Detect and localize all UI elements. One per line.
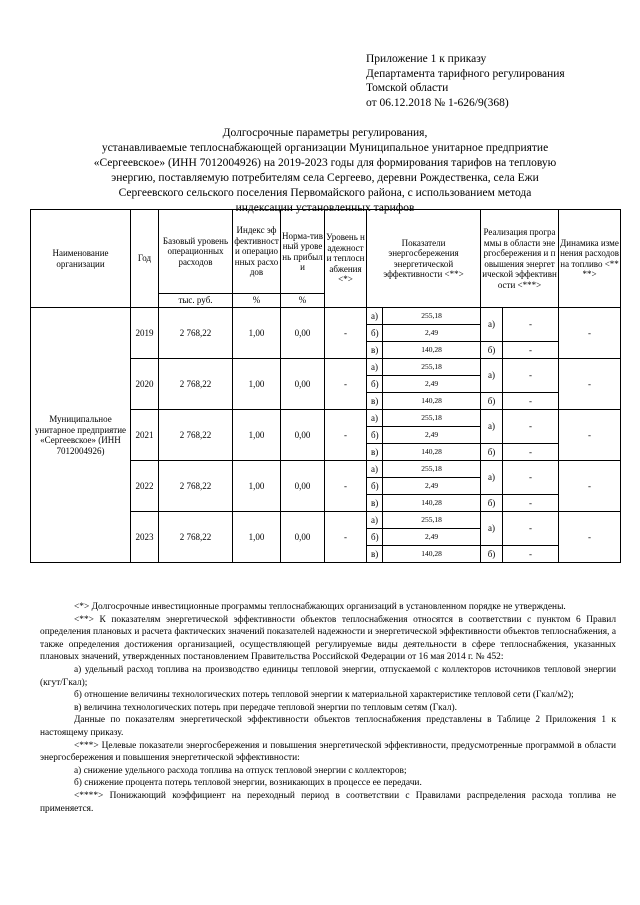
approval-line: Приложение 1 к приказу bbox=[366, 53, 487, 65]
title-line: энергию, поставляемую потребителям села Сергеево, деревни Рождественка, села Ежи bbox=[111, 172, 539, 184]
indicator-value: 2,49 bbox=[383, 478, 481, 495]
program-value: - bbox=[503, 495, 559, 512]
header-index: Индекс эффективности операционных расходов bbox=[233, 210, 281, 294]
unit-index: % bbox=[233, 294, 281, 308]
indicator-value: 255,18 bbox=[383, 512, 481, 529]
title-line: устанавливаемые теплоснабжающей организации Муниципальное унитарное предприятие bbox=[101, 142, 549, 154]
program-label: б) bbox=[481, 495, 503, 512]
footnote: <****> Понижающий коэффициент на переходный период в соответствии с Правилами распределения расхода топлива не применяется. bbox=[40, 790, 616, 814]
profit-cell: 0,00 bbox=[281, 308, 325, 359]
base-cell: 2 768,22 bbox=[159, 461, 233, 512]
reliability-cell: - bbox=[325, 359, 367, 410]
title-line: «Сергеевское» (ИНН 7012004926) на 2019-2023 годы для формирования тарифов на тепловую bbox=[93, 157, 557, 169]
header-year: Год bbox=[131, 210, 159, 308]
approval-line: Томской области bbox=[366, 82, 449, 94]
footnote: <*> Долгосрочные инвестиционные программы теплоснабжающих организаций в установленном порядке не утверждены. bbox=[74, 602, 566, 612]
title-line: Сергеевского сельского поселения Первомайского района, с использованием метода bbox=[118, 187, 532, 199]
footnote: б) снижение процента потерь тепловой энергии, возникающих в процессе ее передачи. bbox=[74, 778, 422, 789]
footnote: в) величина технологических потерь при передаче тепловой энергии по тепловым сетям (Гкал). bbox=[74, 702, 457, 713]
index-cell: 1,00 bbox=[233, 461, 281, 512]
index-cell: 1,00 bbox=[233, 308, 281, 359]
indicator-label: а) bbox=[367, 512, 383, 529]
program-label: б) bbox=[481, 393, 503, 410]
program-label: а) bbox=[481, 308, 503, 342]
base-cell: 2 768,22 bbox=[159, 308, 233, 359]
indicator-label: а) bbox=[367, 359, 383, 376]
base-cell: 2 768,22 bbox=[159, 512, 233, 563]
index-cell: 1,00 bbox=[233, 512, 281, 563]
program-value: - bbox=[503, 410, 559, 444]
program-label: а) bbox=[481, 512, 503, 546]
header-energy: Показатели энергосбережения энергетической эффективности <**> bbox=[367, 210, 481, 308]
header-program: Реализация программы в области энергосбережения и повышения энергетической эффективности <***> bbox=[481, 210, 559, 308]
indicator-value: 255,18 bbox=[383, 410, 481, 427]
approval-line: от 06.12.2018 № 1-626/9(368) bbox=[366, 96, 509, 109]
header-dynamics: Динамика изменения расходов на топливо <****> bbox=[559, 210, 621, 308]
indicator-value: 255,18 bbox=[383, 359, 481, 376]
indicator-label: б) bbox=[367, 478, 383, 495]
program-label: а) bbox=[481, 359, 503, 393]
program-label: а) bbox=[481, 410, 503, 444]
program-label: б) bbox=[481, 546, 503, 563]
unit-profit: % bbox=[281, 294, 325, 308]
reliability-cell: - bbox=[325, 308, 367, 359]
program-value: - bbox=[503, 546, 559, 563]
program-value: - bbox=[503, 393, 559, 410]
indicator-label: а) bbox=[367, 410, 383, 427]
profit-cell: 0,00 bbox=[281, 410, 325, 461]
footnote: а) удельный расход топлива на производство единицы тепловой энергии, отпускаемой с коллекторов источников тепловой энергии (кгут/Гкал); bbox=[40, 664, 616, 688]
base-cell: 2 768,22 bbox=[159, 359, 233, 410]
profit-cell: 0,00 bbox=[281, 512, 325, 563]
indicator-value: 140,28 bbox=[383, 393, 481, 410]
document-title bbox=[40, 126, 610, 216]
indicator-label: в) bbox=[367, 546, 383, 563]
footnote: Данные по показателям энергетической эффективности объектов теплоснабжения представлены в Таблице 2 Приложения 1 к настоящему приказу. bbox=[40, 715, 616, 738]
indicator-label: а) bbox=[367, 461, 383, 478]
indicator-label: б) bbox=[367, 529, 383, 546]
footnote: б) отношение величины технологических потерь тепловой энергии к материальной характеристике тепловой сети (Гкал/м2); bbox=[74, 690, 574, 701]
program-value: - bbox=[503, 512, 559, 546]
indicator-value: 2,49 bbox=[383, 325, 481, 342]
indicator-label: б) bbox=[367, 325, 383, 342]
header-base: Базовый уровень операционных расходов bbox=[159, 210, 233, 294]
indicator-label: а) bbox=[367, 308, 383, 325]
org-name-cell: Муниципальное унитарное предприятие «Сергеевское» (ИНН 7012004926) bbox=[31, 308, 131, 563]
indicator-label: в) bbox=[367, 444, 383, 461]
program-label: б) bbox=[481, 444, 503, 461]
header-reliability: Уровень надежности теплоснабжения <*> bbox=[325, 210, 367, 308]
footnote: <**> К показателям энергетической эффективности объектов теплоснабжения относятся в соответствии с пунктом 6 Правил определения плановых и расчета фактических значений показателей надежности и энергетической эффективности объектов теплоснабжения, а также определения достижения организацией, осуществляющей регулируемые виды деятельности в сфере теплоснабжения, указанных плановых значений, утвержденных постановлением Правительства Российской Федерации от 16 мая 2014 г. № 452: bbox=[40, 614, 616, 663]
program-value: - bbox=[503, 461, 559, 495]
title-line: индексации установленных тарифов bbox=[235, 202, 415, 214]
footnotes bbox=[40, 601, 616, 815]
footnote: <***> Целевые показатели энергосбережения и повышения энергетической эффективности, предусмотренные программой в области энергосбережения и повышения энергетической эффективности: bbox=[40, 740, 616, 764]
reliability-cell: - bbox=[325, 410, 367, 461]
index-cell: 1,00 bbox=[233, 410, 281, 461]
year-cell: 2019 bbox=[131, 308, 159, 359]
base-cell: 2 768,22 bbox=[159, 410, 233, 461]
indicator-value: 255,18 bbox=[383, 308, 481, 325]
indicator-value: 140,28 bbox=[383, 546, 481, 563]
footnote: а) снижение удельного расхода топлива на отпуск тепловой энергии с коллекторов; bbox=[74, 765, 407, 776]
dynamics-cell: - bbox=[559, 410, 621, 461]
parameters-table bbox=[30, 209, 621, 563]
program-label: а) bbox=[481, 461, 503, 495]
indicator-value: 140,28 bbox=[383, 444, 481, 461]
indicator-value: 255,18 bbox=[383, 461, 481, 478]
dynamics-cell: - bbox=[559, 359, 621, 410]
profit-cell: 0,00 bbox=[281, 359, 325, 410]
title-line: Долгосрочные параметры регулирования, bbox=[222, 127, 428, 139]
dynamics-cell: - bbox=[559, 308, 621, 359]
year-cell: 2020 bbox=[131, 359, 159, 410]
program-value: - bbox=[503, 342, 559, 359]
approval-line: Департамента тарифного регулирования bbox=[366, 67, 565, 80]
indicator-value: 2,49 bbox=[383, 376, 481, 393]
indicator-label: в) bbox=[367, 393, 383, 410]
indicator-label: в) bbox=[367, 495, 383, 512]
unit-base: тыс. руб. bbox=[159, 294, 233, 308]
year-cell: 2022 bbox=[131, 461, 159, 512]
indicator-label: в) bbox=[367, 342, 383, 359]
program-value: - bbox=[503, 444, 559, 461]
header-org: Наименование организации bbox=[31, 210, 131, 308]
profit-cell: 0,00 bbox=[281, 461, 325, 512]
reliability-cell: - bbox=[325, 512, 367, 563]
header-profit: Норма-тивный уровень прибыли bbox=[281, 210, 325, 294]
year-cell: 2021 bbox=[131, 410, 159, 461]
indicator-label: б) bbox=[367, 376, 383, 393]
index-cell: 1,00 bbox=[233, 359, 281, 410]
program-value: - bbox=[503, 308, 559, 342]
indicator-value: 2,49 bbox=[383, 427, 481, 444]
indicator-value: 2,49 bbox=[383, 529, 481, 546]
dynamics-cell: - bbox=[559, 512, 621, 563]
indicator-value: 140,28 bbox=[383, 495, 481, 512]
indicator-value: 140,28 bbox=[383, 342, 481, 359]
year-cell: 2023 bbox=[131, 512, 159, 563]
table-row bbox=[31, 308, 621, 325]
program-label: б) bbox=[481, 342, 503, 359]
reliability-cell: - bbox=[325, 461, 367, 512]
program-value: - bbox=[503, 359, 559, 393]
approval-block bbox=[366, 52, 565, 110]
indicator-label: б) bbox=[367, 427, 383, 444]
dynamics-cell: - bbox=[559, 461, 621, 512]
